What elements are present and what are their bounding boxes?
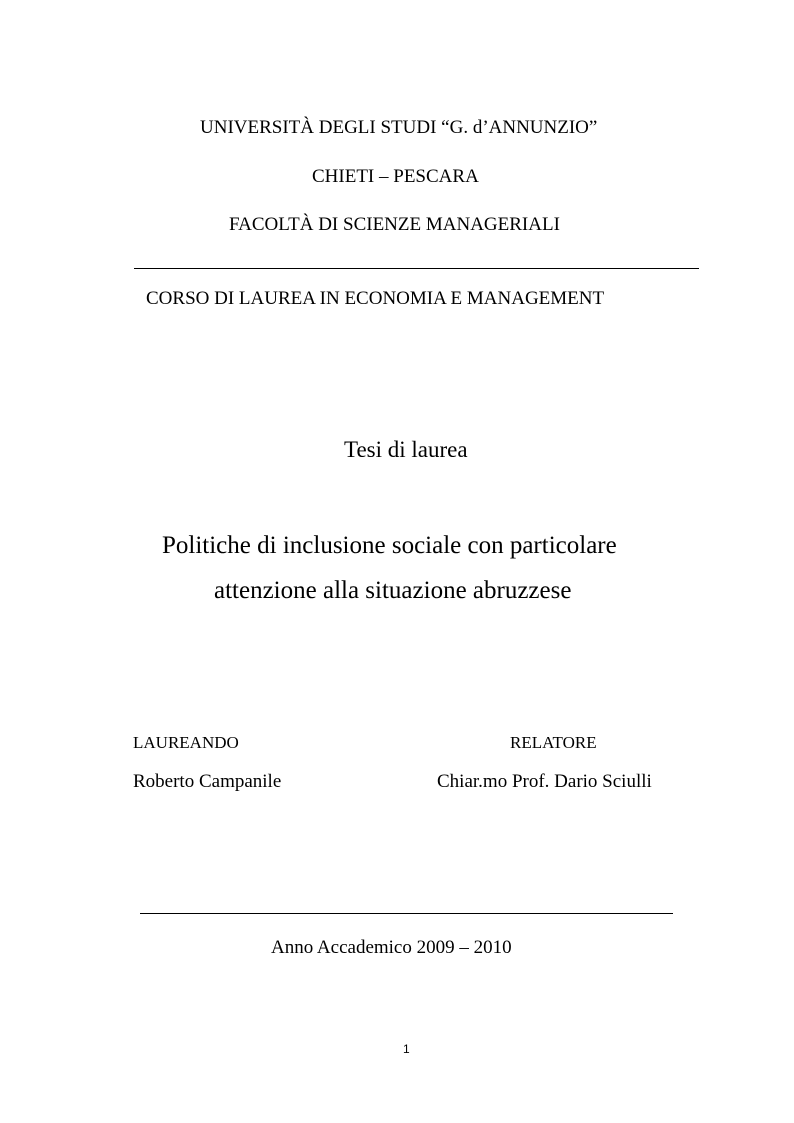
university-name: UNIVERSITÀ DEGLI STUDI “G. d’ANNUNZIO” — [200, 117, 598, 138]
student-name: Roberto Campanile — [133, 771, 282, 792]
student-label: LAUREANDO — [133, 733, 239, 752]
page-number: 1 — [403, 1042, 410, 1056]
advisor-name: Chiar.mo Prof. Dario Sciulli — [437, 771, 652, 792]
course-name: CORSO DI LAUREA IN ECONOMIA E MANAGEMENT — [146, 288, 605, 309]
thesis-title-line-1: Politiche di inclusione sociale con particolare — [162, 532, 617, 559]
footer-divider — [140, 913, 673, 914]
academic-year: Anno Accademico 2009 – 2010 — [271, 937, 512, 958]
thesis-title-line-2: attenzione alla situazione abruzzese — [214, 577, 572, 604]
city-name: CHIETI – PESCARA — [312, 166, 479, 187]
faculty-name: FACOLTÀ DI SCIENZE MANAGERIALI — [229, 214, 560, 235]
header-divider — [134, 268, 699, 269]
thesis-type: Tesi di laurea — [344, 437, 468, 462]
advisor-label: RELATORE — [510, 733, 597, 752]
